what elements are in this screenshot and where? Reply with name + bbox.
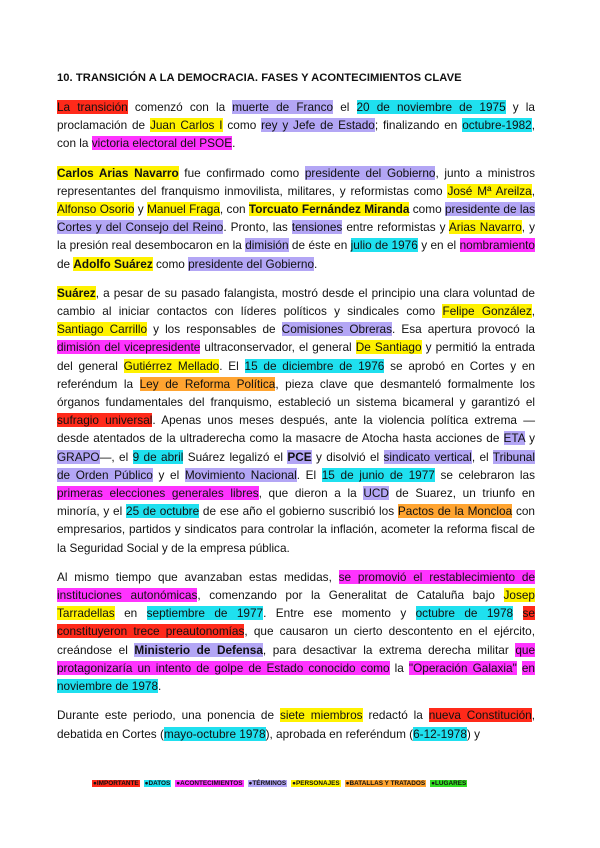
legend-item: ●DATOS (144, 780, 171, 787)
highlighted-term: nueva Constitución (428, 708, 532, 723)
text-run: , con la (57, 118, 535, 151)
highlighted-term: La transición (57, 100, 128, 114)
text-run: como (222, 118, 262, 133)
color-legend (92, 780, 508, 787)
text-run: , con (219, 202, 249, 217)
highlighted-term: primeras elecciones generales libres (57, 486, 259, 501)
highlighted-term: Suárez (57, 285, 96, 300)
text-run: y en el (417, 238, 460, 253)
highlighted-term: presidente del Gobierno (304, 165, 436, 180)
highlighted-term: PCE (287, 449, 312, 464)
text-run: fue confirmado como (178, 165, 305, 180)
highlighted-term: UCD (363, 486, 389, 501)
highlighted-term: se constituyeron trece preautonomías (57, 606, 535, 639)
highlighted-term: Adolfo Suárez (73, 256, 153, 271)
text-run: con empresarios, partidos y sindicatos para controlar la inflación, acometer la reforma fiscal de la Seguridad Social y de la empresa pública. (57, 504, 535, 555)
text-run: . (314, 256, 318, 271)
highlighted-term: octubre-1982 (462, 118, 532, 133)
highlighted-term: 15 de junio de 1977 (321, 467, 435, 482)
text-run: ) y (466, 726, 481, 741)
text-run: —, el (99, 449, 133, 464)
highlighted-term: tensiones (291, 220, 343, 235)
text-run: el (333, 100, 357, 114)
highlighted-term: 15 de diciembre de 1976 (244, 358, 385, 373)
text-run: . Esa apertura provocó la (392, 322, 535, 337)
highlighted-term: mayo-octubre 1978 (163, 726, 266, 741)
text-run: y los responsables de (147, 322, 282, 337)
highlighted-term: presidente de las Cortes y del Consejo del Reino (57, 202, 535, 235)
text-run: y permitió la entrada del general (57, 340, 535, 373)
text-run: y disolvió el (311, 449, 384, 464)
highlighted-term: José Mª Areilza (447, 183, 532, 198)
document-body (57, 98, 535, 743)
highlighted-term: octubre de 1978 (415, 606, 514, 621)
highlighted-term: sufragio universal (57, 413, 153, 428)
text-run: Suárez legalizó el (183, 449, 288, 464)
highlighted-term: dimisión del vicepresidente (57, 340, 201, 355)
highlighted-term: 6-12-1978 (413, 726, 467, 741)
text-run: , que causaron un cierto descontento en el ejército, creándose el (57, 624, 535, 657)
text-run: como (409, 202, 445, 217)
paragraph-1 (57, 98, 535, 153)
highlighted-term: De Santiago (355, 340, 422, 355)
text-run: y la proclamación de (57, 100, 535, 133)
text-run: en (114, 606, 147, 621)
text-run: , debatida en Cortes ( (57, 708, 535, 741)
highlighted-term: Gutiérrez Mellado (123, 358, 220, 373)
paragraph-3 (57, 284, 535, 557)
legend-item: ●TÉRMINOS (248, 780, 287, 787)
highlighted-term: "Operación Galaxia" (408, 660, 517, 675)
highlighted-term: 25 de octubre (126, 504, 200, 519)
text-run: ), aprobada en referéndum ( (265, 726, 414, 741)
highlighted-term: Juan Carlos I (149, 118, 223, 133)
text-run: . Apenas unos meses después, ante la violencia política extrema —desde atentados de la ultraderecha como la masacre de Atocha hasta acciones de (57, 413, 535, 446)
highlighted-term: siete miembros (279, 708, 363, 723)
highlighted-term: Felipe González (442, 304, 532, 319)
text-run: se aprobó en Cortes y en referéndum la (57, 358, 535, 391)
text-run: Durante este periodo, una ponencia de (57, 708, 280, 723)
text-run: ; finalizando en (374, 118, 463, 133)
highlighted-term: rey y Jefe de Estado (261, 118, 375, 133)
highlighted-term: 20 de noviembre de 1975 (356, 100, 506, 114)
text-run: y el (152, 467, 185, 482)
highlighted-term: 9 de abril (132, 449, 184, 464)
highlighted-term: Comisiones Obreras (281, 322, 392, 337)
text-run: . El (296, 467, 322, 482)
highlighted-term: se promovió el restablecimiento de instituciones autonómicas (57, 569, 536, 603)
text-run: , el (471, 449, 493, 464)
highlighted-term: dimisión (245, 238, 289, 253)
text-run: comenzó con la (127, 100, 233, 114)
highlighted-term: Torcuato Fernández Miranda (248, 202, 410, 217)
text-run: , a pesar de su pasado falangista, mostró desde el principio una clara voluntad de cambio al iniciar contactos con líderes políticos y sindicales como (57, 285, 535, 319)
paragraph-4 (57, 568, 535, 695)
highlighted-term: Pactos de la Moncloa (397, 504, 513, 519)
text-run: , para desactivar la extrema derecha militar (262, 642, 516, 657)
text-run: , (531, 183, 536, 198)
text-run: . (232, 136, 236, 151)
highlighted-term: Ley de Reforma Política (139, 376, 276, 391)
highlighted-term: que protagonizaría un intento de golpe de Estado conocido como (57, 642, 536, 675)
text-run: como (152, 256, 189, 271)
text-run: . Pronto, las (223, 220, 292, 235)
highlighted-term: nombramiento (459, 238, 535, 253)
text-run: . El (219, 358, 245, 373)
document-title: 10. TRANSICIÓN A LA DEMOCRACIA. FASES Y ACONTECIMIENTOS CLAVE (57, 72, 462, 84)
text-run: . (158, 679, 162, 694)
highlighted-term: Carlos Arias Navarro (57, 165, 179, 180)
text-run: redactó la (362, 708, 429, 723)
document-page (57, 72, 535, 754)
text-run: de Suarez, un triunfo en minoría, y el (57, 486, 535, 519)
paragraph-5 (57, 706, 535, 742)
text-run: , y la presión real desembocaron en la (57, 220, 535, 253)
paragraph-2 (57, 164, 535, 273)
highlighted-term: Manuel Fraga (147, 202, 220, 217)
highlighted-term: Alfonso Osorio (57, 202, 135, 217)
text-run: la (389, 660, 409, 675)
highlighted-term: septiembre de 1977 (146, 606, 264, 621)
highlighted-term: julio de 1976 (350, 238, 418, 253)
legend-item: ●ACONTECIMIENTOS (176, 780, 243, 787)
text-run: . Entre ese momento y (263, 606, 416, 621)
text-run: , pieza clave que desmanteló formalmente los órganos fundamentales del franquismo, estableció un sistema bicameral y garantizó el (57, 376, 535, 410)
legend-item: ●LUGARES (431, 780, 467, 787)
text-run: , comenzando por la Generalitat de Cataluña bajo (197, 588, 504, 603)
text-run: , (531, 304, 536, 319)
text-run: ultraconservador, el general (200, 340, 356, 355)
highlighted-term: sindicato vertical (383, 449, 472, 464)
highlighted-term: Josep Tarradellas (57, 588, 535, 621)
text-run: de éste en (288, 238, 351, 253)
text-run: , junto a ministros representantes del franquismo inmovilista, militares, y reformistas como (57, 165, 535, 198)
legend-item: ●PERSONAJES (292, 780, 340, 787)
text-run: entre reformistas y (342, 220, 449, 235)
highlighted-term: Movimiento Nacional (184, 467, 297, 482)
highlighted-term: victoria electoral del PSOE (91, 136, 233, 151)
highlighted-term: noviembre de 1978 (57, 679, 158, 694)
text-run: se celebraron las (434, 467, 535, 482)
text-run: de ese año el gobierno suscribió los (199, 504, 398, 519)
text-run: , que dieron a la (258, 486, 364, 501)
highlighted-term: Ministerio de Defensa (134, 642, 263, 657)
legend-item: ●BATALLAS Y TRATADOS (345, 780, 426, 787)
highlighted-term: presidente del Gobierno (188, 256, 315, 271)
highlighted-term: GRAPO (57, 449, 100, 464)
text-run: y (524, 431, 535, 446)
highlighted-term: Arias Navarro (448, 220, 522, 235)
text-run: y (134, 202, 148, 217)
text-run (513, 606, 522, 620)
highlighted-term: muerte de Franco (232, 100, 334, 114)
highlighted-term: ETA (503, 431, 525, 446)
text-run: de (57, 256, 74, 271)
legend-item: ●IMPORTANTE (93, 780, 139, 787)
highlighted-term: Santiago Carrillo (57, 322, 148, 337)
highlighted-term: Tribunal de Orden Público (57, 449, 535, 482)
highlighted-term: en (521, 660, 535, 675)
text-run: Al mismo tiempo que avanzaban estas medidas, (57, 569, 339, 584)
